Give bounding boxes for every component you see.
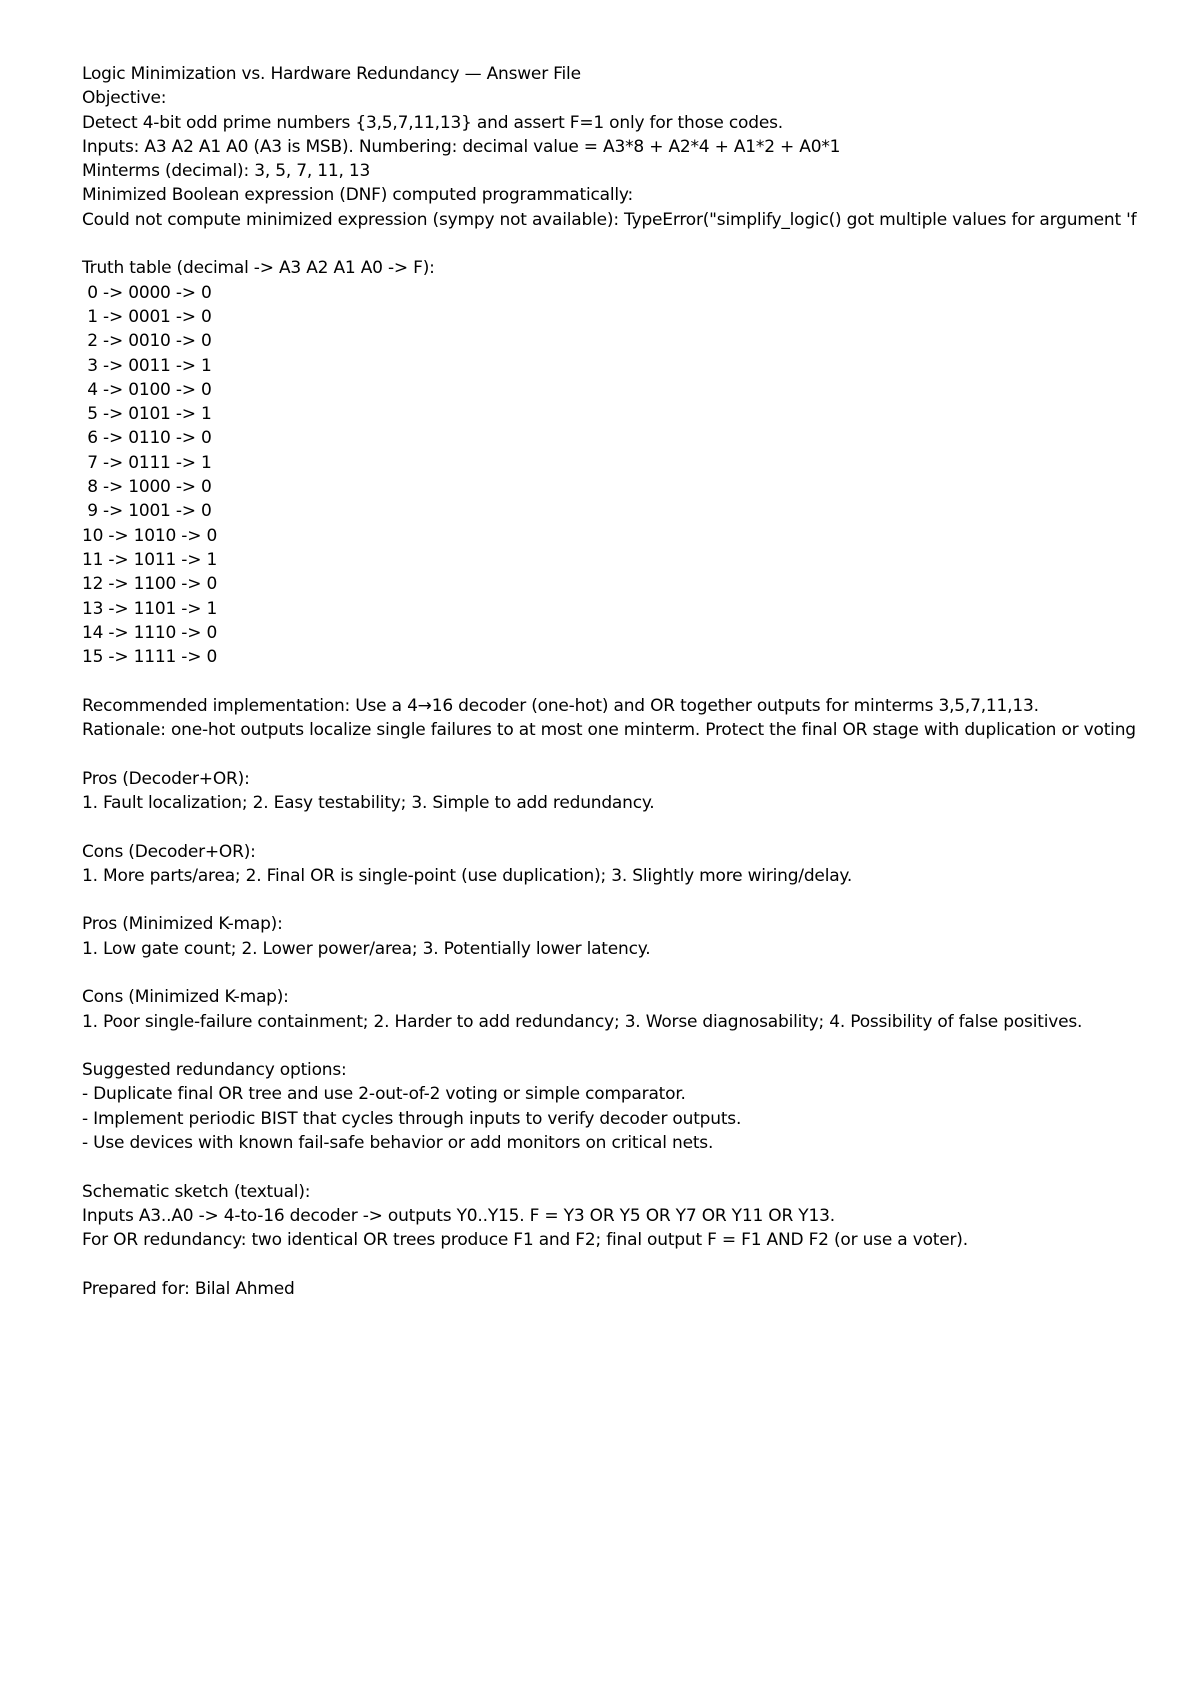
cons-kmap-section (82, 985, 1200, 1034)
minimized-heading: Minimized Boolean expression (DNF) computed programmatically: (82, 185, 634, 206)
schematic-line-2: For OR redundancy: two identical OR trees produce F1 and F2; final output F = F1 AND F2 (or use a voter). (82, 1230, 968, 1251)
pros-kmap-heading: Pros (Minimized K-map): (82, 914, 283, 935)
redundancy-heading: Suggested redundancy options: (82, 1060, 347, 1081)
schematic-heading: Schematic sketch (textual): (82, 1181, 311, 1202)
spacer (82, 1155, 1200, 1179)
recommendation-section (82, 694, 1200, 743)
truth-table-section (82, 256, 1200, 669)
pros-decoder-text: 1. Fault localization; 2. Easy testability; 3. Simple to add redundancy. (82, 792, 655, 813)
pros-decoder-section (82, 767, 1200, 816)
redundancy-option: - Implement periodic BIST that cycles through inputs to verify decoder outputs. (82, 1108, 742, 1129)
spacer (82, 742, 1200, 766)
truth-table-row: 9 -> 1001 -> 0 (82, 501, 212, 522)
objective-text: Detect 4-bit odd prime numbers {3,5,7,11,13} and assert F=1 only for those codes. (82, 112, 783, 133)
truth-table-row: 11 -> 1011 -> 1 (82, 549, 218, 570)
header-section (82, 62, 1200, 232)
redundancy-option: - Duplicate final OR tree and use 2-out-of-2 voting or simple comparator. (82, 1084, 686, 1105)
spacer (82, 815, 1200, 839)
truth-table-row: 6 -> 0110 -> 0 (82, 428, 212, 449)
document-title: Logic Minimization vs. Hardware Redundancy — Answer File (82, 64, 581, 84)
truth-table-row: 3 -> 0011 -> 1 (82, 355, 212, 376)
inputs-text: Inputs: A3 A2 A1 A0 (A3 is MSB). Numbering: decimal value = A3*8 + A2*4 + A1*2 + A0*1 (82, 136, 841, 157)
truth-table-row: 4 -> 0100 -> 0 (82, 379, 212, 400)
truth-table-row: 12 -> 1100 -> 0 (82, 574, 218, 595)
truth-table-row: 8 -> 1000 -> 0 (82, 477, 212, 498)
schematic-line-1: Inputs A3..A0 -> 4-to-16 decoder -> outputs Y0..Y15. F = Y3 OR Y5 OR Y7 OR Y11 OR Y13. (82, 1205, 835, 1226)
truth-table-heading: Truth table (decimal -> A3 A2 A1 A0 -> F): (82, 258, 435, 279)
minterms-text: Minterms (decimal): 3, 5, 7, 11, 13 (82, 161, 371, 182)
truth-table-row: 7 -> 0111 -> 1 (82, 452, 212, 473)
prepared-for-section (82, 1277, 1200, 1301)
spacer (82, 669, 1200, 693)
cons-decoder-heading: Cons (Decoder+OR): (82, 841, 256, 862)
prepared-for: Prepared for: Bilal Ahmed (82, 1278, 295, 1299)
truth-table-row: 2 -> 0010 -> 0 (82, 331, 212, 352)
truth-table-row: 1 -> 0001 -> 0 (82, 306, 212, 327)
cons-decoder-text: 1. More parts/area; 2. Final OR is single-point (use duplication); 3. Slightly more wiring/delay. (82, 865, 853, 886)
spacer (82, 1253, 1200, 1277)
schematic-section (82, 1180, 1200, 1253)
spacer (82, 961, 1200, 985)
truth-table-row: 13 -> 1101 -> 1 (82, 598, 218, 619)
document-content (82, 62, 1200, 1301)
truth-table-row: 0 -> 0000 -> 0 (82, 282, 212, 303)
recommended-text: Recommended implementation: Use a 4→16 decoder (one-hot) and OR together outputs for minterms 3,5,7,11,13. (82, 695, 1039, 716)
rationale-text: Rationale: one-hot outputs localize single failures to at most one minterm. Protect the final OR stage with duplication or voting (82, 720, 1136, 741)
pros-decoder-heading: Pros (Decoder+OR): (82, 768, 250, 789)
redundancy-option: - Use devices with known fail-safe behavior or add monitors on critical nets. (82, 1133, 714, 1154)
truth-table-row: 5 -> 0101 -> 1 (82, 404, 212, 425)
objective-heading: Objective: (82, 88, 167, 109)
pros-kmap-text: 1. Low gate count; 2. Lower power/area; 3. Potentially lower latency. (82, 938, 651, 959)
minimized-error: Could not compute minimized expression (sympy not available): TypeError("simplify_logic() got multiple values for argument 'f (82, 209, 1137, 230)
truth-table-row: 10 -> 1010 -> 0 (82, 525, 218, 546)
cons-decoder-section (82, 840, 1200, 889)
cons-kmap-text: 1. Poor single-failure containment; 2. Harder to add redundancy; 3. Worse diagnosability; 4. Possibility of false positives. (82, 1011, 1083, 1032)
cons-kmap-heading: Cons (Minimized K-map): (82, 987, 289, 1008)
truth-table-row: 15 -> 1111 -> 0 (82, 647, 218, 668)
spacer (82, 1034, 1200, 1058)
redundancy-section (82, 1058, 1200, 1155)
spacer (82, 232, 1200, 256)
pros-kmap-section (82, 912, 1200, 961)
spacer (82, 888, 1200, 912)
truth-table-row: 14 -> 1110 -> 0 (82, 622, 218, 643)
